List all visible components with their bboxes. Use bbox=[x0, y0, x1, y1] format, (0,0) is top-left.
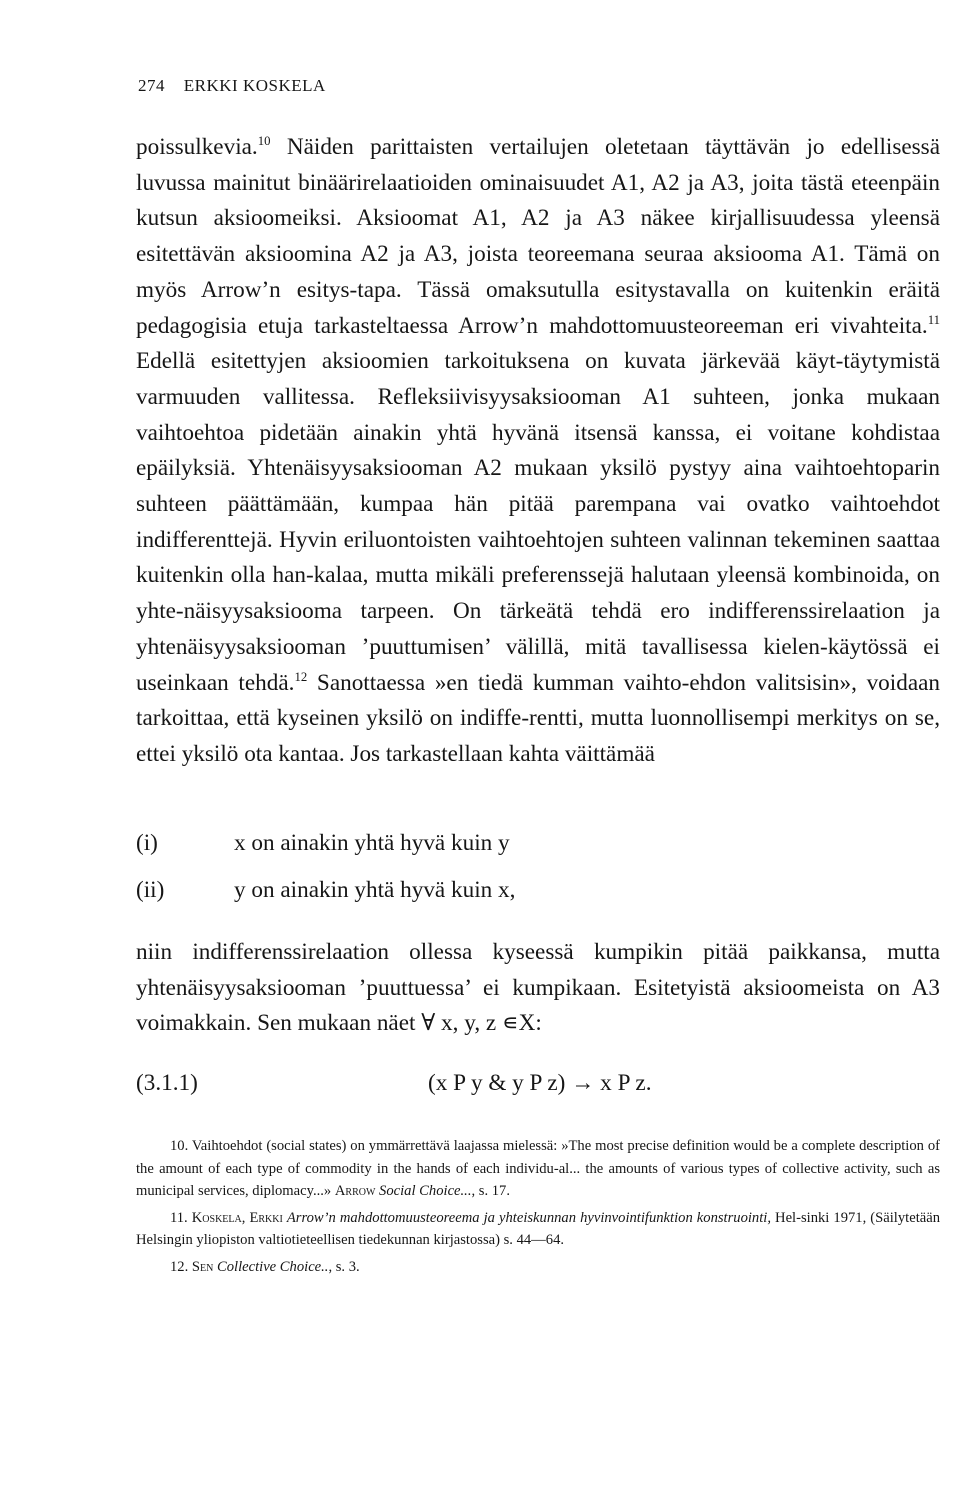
paragraph-text: poissulkevia. bbox=[136, 134, 258, 160]
footnote-ref-11: 11 bbox=[927, 312, 940, 327]
running-header bbox=[138, 76, 326, 96]
footnote-page: , s. 17. bbox=[471, 1183, 510, 1200]
page-number: 274 bbox=[138, 76, 165, 95]
footnote-author: Sen bbox=[188, 1258, 217, 1275]
enumeration-label: (ii) bbox=[136, 877, 165, 903]
footnote-author: Koskela, Erkki bbox=[187, 1209, 287, 1226]
paragraph-text: Sanottaessa »en tiedä kumman vaihto-ehdon valitsisin», voidaan tarkoittaa, että kyseinen yksilö on indiffe-rentti, mutta luonnollisempi merkitys on se, ettei yksilö ota kantaa. Jos tarkastellaan kahta väittämää bbox=[136, 669, 940, 767]
footnote-11 bbox=[136, 1207, 940, 1252]
enumeration-text: x on ainakin yhtä hyvä kuin y bbox=[234, 830, 510, 856]
footnote-ref-10: 10 bbox=[257, 134, 271, 149]
footnote-number: 12. bbox=[170, 1258, 189, 1275]
footnote-work-title: Arrow’n mahdottomuusteoreema ja yhteiskunnan hyvinvointifunktion konstruointi, bbox=[286, 1209, 771, 1226]
paragraph-text: Edellä esitettyjen aksioomien tarkoituksena on kuvata järkevää käyt-täytymistä varmuuden vallitessa. Refleksiivisyysaksiooman A1 suhteen, jonka mukaan vaihtoehtoa pidetään ainakin yhtä hyvänä itsensä kanssa, ei voitane kohdistaa epäilyksiä. Yhtenäisyysaksiooman A2 mukaan yksilö pystyy aina vaihtoehtoparin suhteen päättämään, kumpaa hän pitää parempana vai ovatko vaihtoehdot indifferenttejä. Hyvin eriluontoisten vaihtoehtojen suhteen valinnan tekeminen saattaa kuitenkin olla han-kalaa, mutta mikäli preferenssejä halutaan yleensä kombinoida, on yhte-näisyysaksiooma tarpeen. On tärkeätä tehdä ero indifferenssirelaation ja yhtenäisyysaksiooman ’puuttumisen’ välillä, mitä tavallisessa kielen-käytössä ei useinkaan tehdä. bbox=[136, 348, 940, 696]
footnote-10 bbox=[136, 1135, 940, 1203]
equation-expression: (x P y & y P z) → x P z. bbox=[428, 1070, 652, 1096]
enumeration-text: y on ainakin yhtä hyvä kuin x, bbox=[234, 877, 516, 903]
paragraph-text: niin indifferenssirelaation ollessa kyseessä kumpikin pitää paikkansa, mutta yhtenäisyysaksiooman ’puuttuessa’ ei kumpikaan. Esitetyistä aksioomeista on A3 voimakkain. Sen mukaan näet ∀ x, y, z ∊X: bbox=[136, 939, 940, 1037]
footnote-work-title: Collective Choice.. bbox=[217, 1258, 329, 1275]
footnote-text: Hel-sinki 1971, (Säilytetään Helsingin yliopiston valtiotieteellisen tiedekunnan kirjastossa) s. 44—64. bbox=[136, 1209, 940, 1249]
footnote-author: Arrow bbox=[334, 1183, 376, 1200]
footnote-page: , s. 3. bbox=[328, 1258, 360, 1275]
footnote-text: Vaihtoehdot (social states) on ymmärrettävä laajassa mielessä: »The most precise definition would be a complete description of the amount of each type of commodity in the hands of each individu-al... the amounts of various types of collective activity, such as municipal services, diplomacy...» bbox=[136, 1138, 940, 1200]
footnote-number: 11. bbox=[170, 1209, 188, 1226]
enumeration-label: (i) bbox=[136, 830, 158, 856]
footnote-number: 10. bbox=[170, 1138, 189, 1154]
second-paragraph bbox=[136, 935, 940, 1042]
footnotes bbox=[136, 1135, 940, 1283]
footnote-ref-12: 12 bbox=[294, 669, 308, 684]
paragraph-text: Näiden parittaisten vertailujen oletetaan täyttävän jo edellisessä luvussa mainitut binäärirelaatioiden ominaisuudet A1, A2 ja A3, joita tästä eteenpäin kutsun aksioomeiksi. Aksioomat A1, A2 ja A3 näkee kirjallisuudessa yleensä esitettävän aksioomina A2 ja A3, joista teoreemana seuraa aksiooma A1. Tämä on myös Arrow’n esitys-tapa. Tässä omaksutulla esitystavalla on kuitenkin eräitä pedagogisia etuja tarkasteltaessa Arrow’n mahdottomuusteoreeman eri vivahteita. bbox=[136, 134, 940, 339]
footnote-work-title: Social Choice... bbox=[375, 1183, 472, 1200]
footnote-12 bbox=[136, 1256, 940, 1279]
running-title: ERKKI KOSKELA bbox=[183, 76, 326, 95]
main-paragraph bbox=[136, 130, 940, 773]
equation-label: (3.1.1) bbox=[136, 1070, 198, 1096]
